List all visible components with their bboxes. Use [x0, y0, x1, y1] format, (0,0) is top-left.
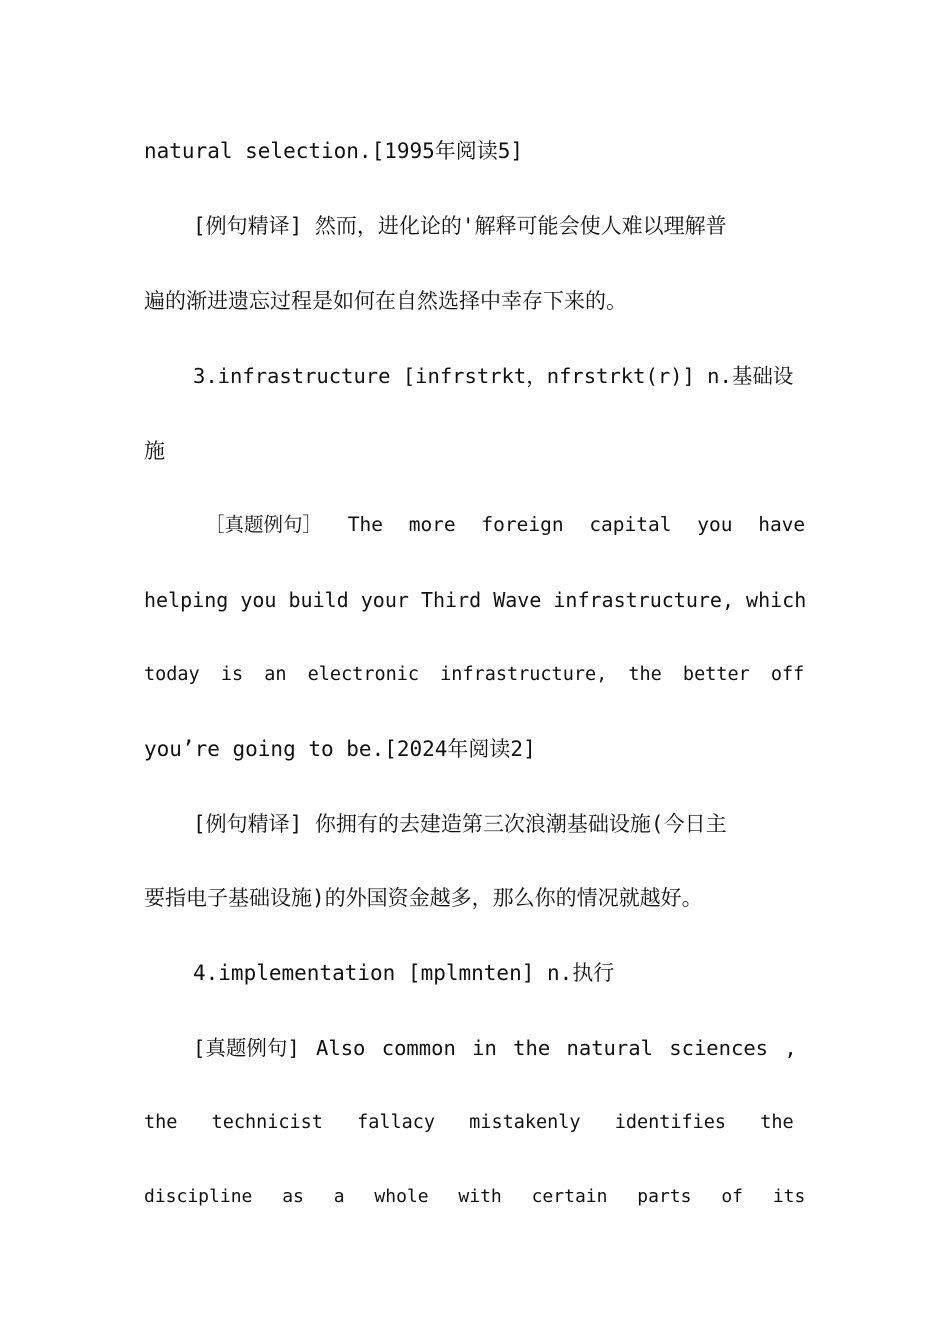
text-line-14: the technicist fallacy mistakenly identifies the	[144, 1112, 794, 1133]
text-line-3: 遍的渐进遗忘过程是如何在自然选择中幸存下来的。	[144, 289, 627, 313]
text-line-6: ［真题例句］ The more foreign capital you have	[205, 513, 806, 536]
text-line-9: you’re going to be.[2024年阅读2]	[144, 737, 536, 761]
text-line-12: 4.implementation [mplmnten] n.执行	[193, 961, 615, 985]
text-line-13: [真题例句] Also common in the natural sciences ,	[193, 1036, 797, 1060]
text-line-11: 要指电子基础设施)的外国资金越多，那么你的情况就越好。	[144, 886, 703, 910]
text-line-8: today is an electronic infrastructure, the better off	[144, 664, 805, 685]
text-line-1: natural selection.[1995年阅读5]	[144, 139, 524, 163]
text-line-15: discipline as a whole with certain parts of its	[144, 1186, 806, 1207]
text-line-5: 施	[144, 439, 165, 463]
text-line-2: [例句精译] 然而，进化论的'解释可能会使人难以理解普	[193, 214, 727, 238]
text-line-7: helping you build your Third Wave infrastructure, which	[144, 588, 807, 612]
text-line-4: 3.infrastructure [infrstrkt，nfrstrkt(r)] n.基础设	[193, 364, 794, 388]
text-line-10: [例句精译] 你拥有的去建造第三次浪潮基础设施(今日主	[193, 812, 727, 836]
